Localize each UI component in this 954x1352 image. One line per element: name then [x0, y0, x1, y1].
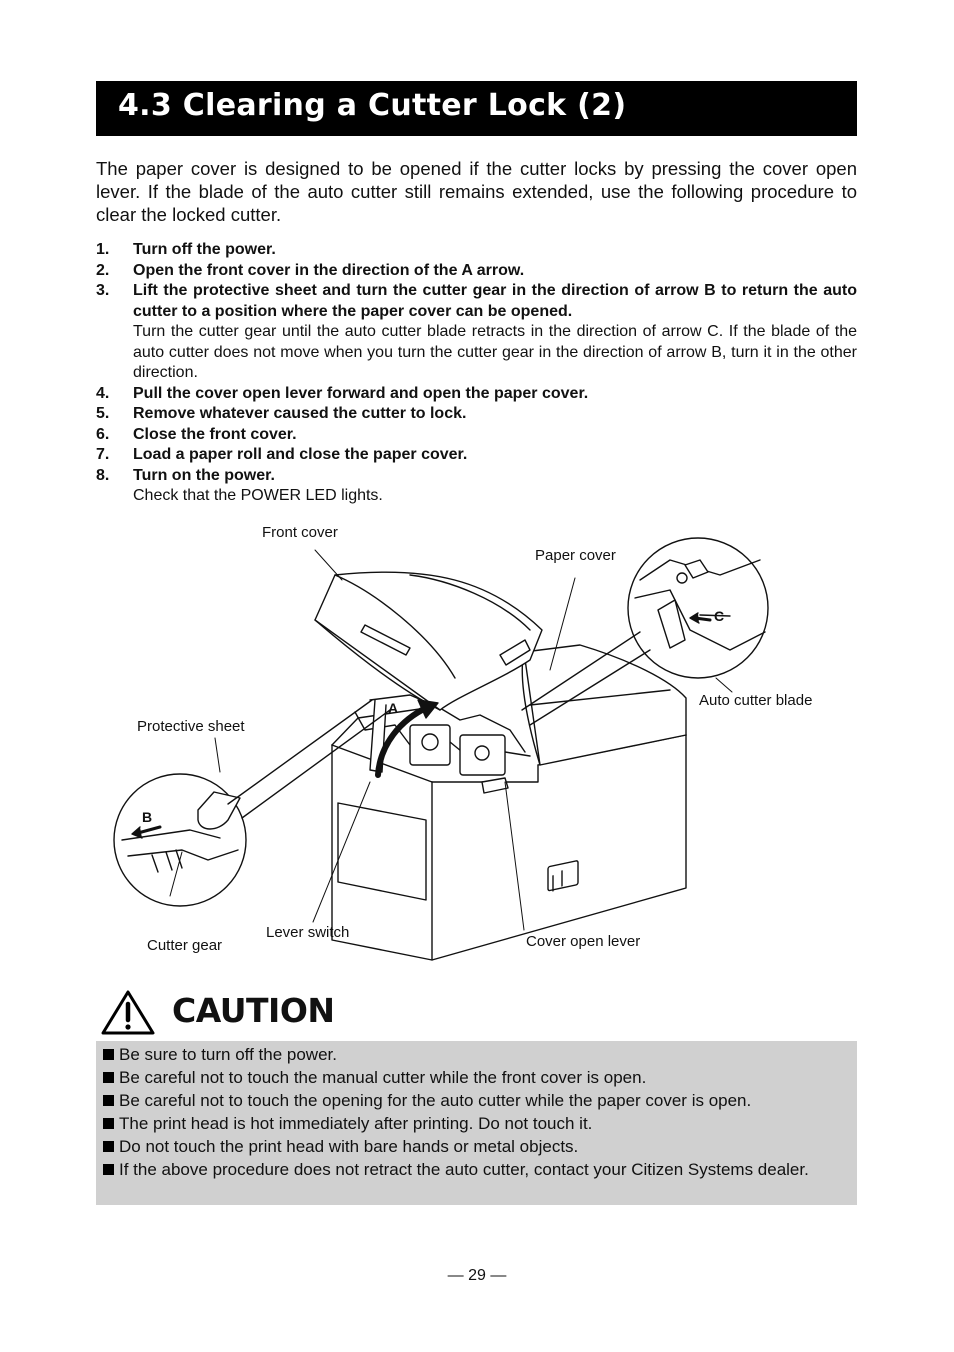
bullet-square-icon [103, 1164, 114, 1175]
step-2 [96, 261, 857, 282]
arrow-c-label: C [714, 608, 725, 624]
step-8 [96, 466, 857, 507]
step-7 [96, 445, 857, 466]
intro-paragraph: The paper cover is designed to be opened if the cutter locks by pressing the cover open lever. If the blade of the auto cutter still remains extended, use the following procedure to clear the locked cutter. [96, 158, 857, 225]
step-number: 1. [96, 241, 110, 258]
bullet-square-icon [103, 1141, 114, 1152]
caution-item: Be careful not to touch the opening for the auto cutter while the paper cover is open. [102, 1089, 851, 1112]
bullet-square-icon [103, 1072, 114, 1083]
step-note: Turn the cutter gear until the auto cutter blade retracts in the direction of arrow C. If the blade of the auto cutter does not move when you turn the cutter gear in the direction of arrow B, turn it in the other direction. [133, 323, 857, 381]
step-number: 8. [96, 466, 110, 484]
page-number: — 29 — [447, 1267, 507, 1284]
caution-heading: CAUTION [172, 991, 335, 1030]
section-title-bar [96, 81, 857, 136]
step-text: Load a paper roll and close the paper cover. [133, 446, 468, 463]
label-protective-sheet: Protective sheet [137, 718, 245, 735]
caution-item: Be careful not to touch the manual cutter while the front cover is open. [102, 1066, 851, 1089]
caution-item: The print head is hot immediately after printing. Do not touch it. [102, 1112, 851, 1135]
step-note: Check that the POWER LED lights. [133, 487, 383, 504]
label-auto-cutter-blade: Auto cutter blade [699, 692, 813, 709]
label-lever-switch: Lever switch [266, 924, 350, 941]
label-cutter-gear: Cutter gear [147, 937, 223, 954]
caution-list [96, 1041, 857, 1181]
step-3 [96, 281, 857, 384]
caution-box [96, 1041, 857, 1205]
label-cover-open-lever: Cover open lever [526, 933, 641, 950]
step-text: Pull the cover open lever forward and open the paper cover. [133, 384, 589, 402]
step-number: 3. [96, 282, 110, 299]
label-front-cover: Front cover [262, 524, 338, 541]
step-5 [96, 404, 857, 425]
caution-item: If the above procedure does not retract the auto cutter, contact your Citizen Systems dealer. [102, 1158, 851, 1181]
bullet-square-icon [103, 1118, 114, 1129]
caution-header [100, 988, 500, 1036]
step-6 [96, 425, 857, 446]
label-paper-cover: Paper cover [535, 547, 616, 564]
step-text: Lift the protective sheet and turn the cutter gear in the direction of arrow B to return the auto cutter to a position where the paper cover can be opened. [133, 282, 857, 320]
bullet-square-icon [103, 1095, 114, 1106]
step-1 [96, 240, 857, 261]
arrow-a-label: A [388, 700, 399, 716]
step-number: 6. [96, 425, 110, 443]
step-text: Turn on the power. [133, 466, 275, 484]
section-title: 4.3 Clearing a Cutter Lock (2) [118, 88, 627, 123]
step-text: Turn off the power. [133, 241, 276, 258]
step-number: 7. [96, 446, 110, 463]
printer-drawing [110, 520, 850, 965]
procedure-steps [96, 240, 857, 507]
step-number: 5. [96, 405, 110, 422]
step-number: 4. [96, 384, 110, 402]
caution-item: Do not touch the print head with bare hands or metal objects. [102, 1135, 851, 1158]
step-number: 2. [96, 261, 110, 279]
caution-item: Be sure to turn off the power. [102, 1043, 851, 1066]
step-4 [96, 384, 857, 405]
bullet-square-icon [103, 1049, 114, 1060]
step-text: Open the front cover in the direction of the A arrow. [133, 261, 525, 279]
step-text: Close the front cover. [133, 425, 297, 443]
arrow-b-label: B [142, 809, 153, 825]
printer-illustration [110, 520, 850, 965]
warning-triangle-icon [100, 988, 156, 1036]
step-text: Remove whatever caused the cutter to lock. [133, 405, 467, 422]
front-cover-shape [315, 572, 542, 710]
